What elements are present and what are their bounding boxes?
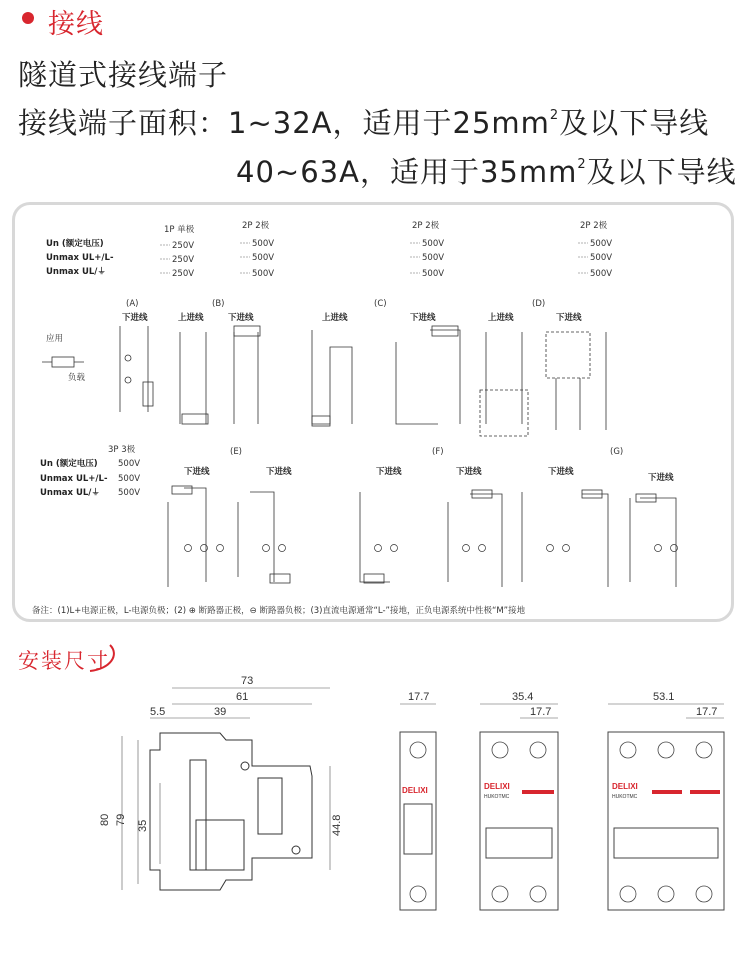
incoming-b: 下进线 — [228, 313, 254, 323]
incoming-top-d: 上进线 — [488, 313, 514, 323]
model-label-3p: HUKOTMC — [612, 794, 638, 800]
rating3-label-un: Un (额定电压) — [40, 459, 98, 469]
incoming-e2: 下进线 — [266, 467, 292, 477]
front-dimension-lines — [400, 704, 724, 718]
dashed-value-markers — [160, 243, 588, 273]
group-label-f: (F) — [432, 447, 444, 457]
dim-80: 80 — [99, 813, 111, 826]
section-title-wiring: 接线 — [48, 9, 104, 40]
incoming-c: 下进线 — [410, 313, 436, 323]
wiring-diagram-svg — [12, 202, 734, 622]
brand-logo-2p: DELIXI — [484, 782, 510, 791]
circuit-schematics-row2 — [168, 486, 676, 587]
dim-44-8: 44.8 — [331, 814, 343, 836]
group-label-g: (G) — [610, 447, 624, 457]
incoming-top-c: 上进线 — [322, 313, 348, 323]
val-3p-1: 500V — [118, 474, 141, 484]
incoming-top-b: 上进线 — [178, 313, 204, 323]
incoming-d: 下进线 — [556, 313, 582, 323]
val-2pb-0: 500V — [422, 239, 445, 249]
load-label: 负载 — [68, 373, 86, 383]
circuit-schematics-row1 — [120, 326, 606, 436]
terminal-type-text: 隧道式接线端子 — [18, 58, 229, 92]
val-1p-0: 250V — [172, 241, 195, 251]
dim-5-5: 5.5 — [150, 706, 166, 718]
val-2pa-0: 500V — [252, 239, 275, 249]
dim-79: 79 — [115, 813, 127, 826]
val-3p-0: 500V — [118, 459, 141, 469]
col-title-2p-a: 2P 2极 — [242, 221, 270, 231]
val-1p-1: 250V — [172, 255, 195, 265]
val-2pb-2: 500V — [422, 269, 445, 279]
rating3-label-unmax-l: Unmax UL+/L- — [40, 474, 108, 484]
val-2pc-0: 500V — [590, 239, 613, 249]
val-3p-2: 500V — [118, 488, 141, 498]
superscript-2: 2 — [549, 108, 560, 123]
incoming-f2: 下进线 — [456, 467, 482, 477]
val-2pc-1: 500V — [590, 253, 613, 263]
val-2pb-1: 500V — [422, 253, 445, 263]
incoming-f1: 下进线 — [376, 467, 402, 477]
val-2pc-2: 500V — [590, 269, 613, 279]
app-label: 应用 — [46, 334, 64, 344]
front-view-1p — [400, 732, 436, 910]
install-dimension-drawings — [0, 668, 750, 968]
dim-17-7-c: 17.7 — [696, 706, 718, 718]
terminal-area-line-2 — [236, 150, 737, 191]
group-label-d: (D) — [532, 299, 546, 309]
terminal-area-tail-2: 及以下导线 — [586, 155, 737, 189]
val-1p-2: 250V — [172, 269, 195, 279]
wiring-note: 备注：(1)L+电源正极，L-电源负极；(2) ⊕ 断路器正极，⊖ 断路器负极；(3)直流电源通常“L-”接地，正负电源系统中性极“M”接地 — [32, 606, 526, 616]
dim-17-7-a: 17.7 — [408, 691, 430, 703]
incoming-g2: 下进线 — [648, 473, 674, 483]
val-2pa-2: 500V — [252, 269, 275, 279]
dim-17-7-b: 17.7 — [530, 706, 552, 718]
dim-39: 39 — [214, 706, 227, 718]
terminal-area-label: 接线端子面积： — [18, 106, 229, 140]
rating-label-unmax-l: Unmax UL+/L- — [46, 253, 114, 263]
front-view-2p — [480, 732, 558, 910]
val-2pa-1: 500V — [252, 253, 275, 263]
incoming-a: 下进线 — [122, 313, 148, 323]
col-title-1p: 1P 单极 — [164, 225, 195, 235]
incoming-e1: 下进线 — [184, 467, 210, 477]
group-label-b: (B) — [212, 299, 225, 309]
terminal-circle-markers — [185, 545, 678, 552]
front-view-3p — [608, 732, 724, 910]
dim-53-1: 53.1 — [653, 691, 675, 703]
brand-logo-1p: DELIXI — [402, 786, 428, 795]
dim-35: 35 — [137, 819, 149, 832]
terminal-area-tail-1: 及以下导线 — [559, 106, 710, 140]
section-title-install: 安装尺寸 — [18, 649, 110, 673]
bullet-dot-icon — [22, 12, 34, 24]
incoming-g1: 下进线 — [548, 467, 574, 477]
rating3-label-unmax-ground: Unmax UL/⏚ — [40, 488, 100, 498]
terminal-area-range-1: 1~32A，适用于25mm — [228, 106, 550, 140]
rating-label-un: Un (额定电压) — [46, 239, 104, 249]
group-label-a: (A) — [126, 299, 139, 309]
group-label-c: (C) — [374, 299, 387, 309]
dim-61: 61 — [236, 691, 249, 703]
brand-logo-3p: DELIXI — [612, 782, 638, 791]
rating-label-unmax-ground: Unmax UL/⏚ — [46, 267, 106, 277]
dim-73: 73 — [241, 675, 254, 687]
group-label-e: (E) — [230, 447, 243, 457]
side-view-body — [150, 733, 312, 890]
col-title-3p: 3P 3极 — [108, 445, 136, 455]
load-symbol-icon — [42, 357, 86, 383]
col-title-2p-b: 2P 2极 — [412, 221, 440, 231]
superscript-2b: 2 — [577, 157, 587, 172]
dim-35-4: 35.4 — [512, 691, 534, 703]
col-title-2p-c: 2P 2极 — [580, 221, 608, 231]
terminal-area-range-2: 40~63A，适用于35mm — [236, 155, 578, 189]
terminal-area-line-1 — [18, 101, 709, 142]
model-label-2p: HUKOTMC — [484, 794, 510, 800]
